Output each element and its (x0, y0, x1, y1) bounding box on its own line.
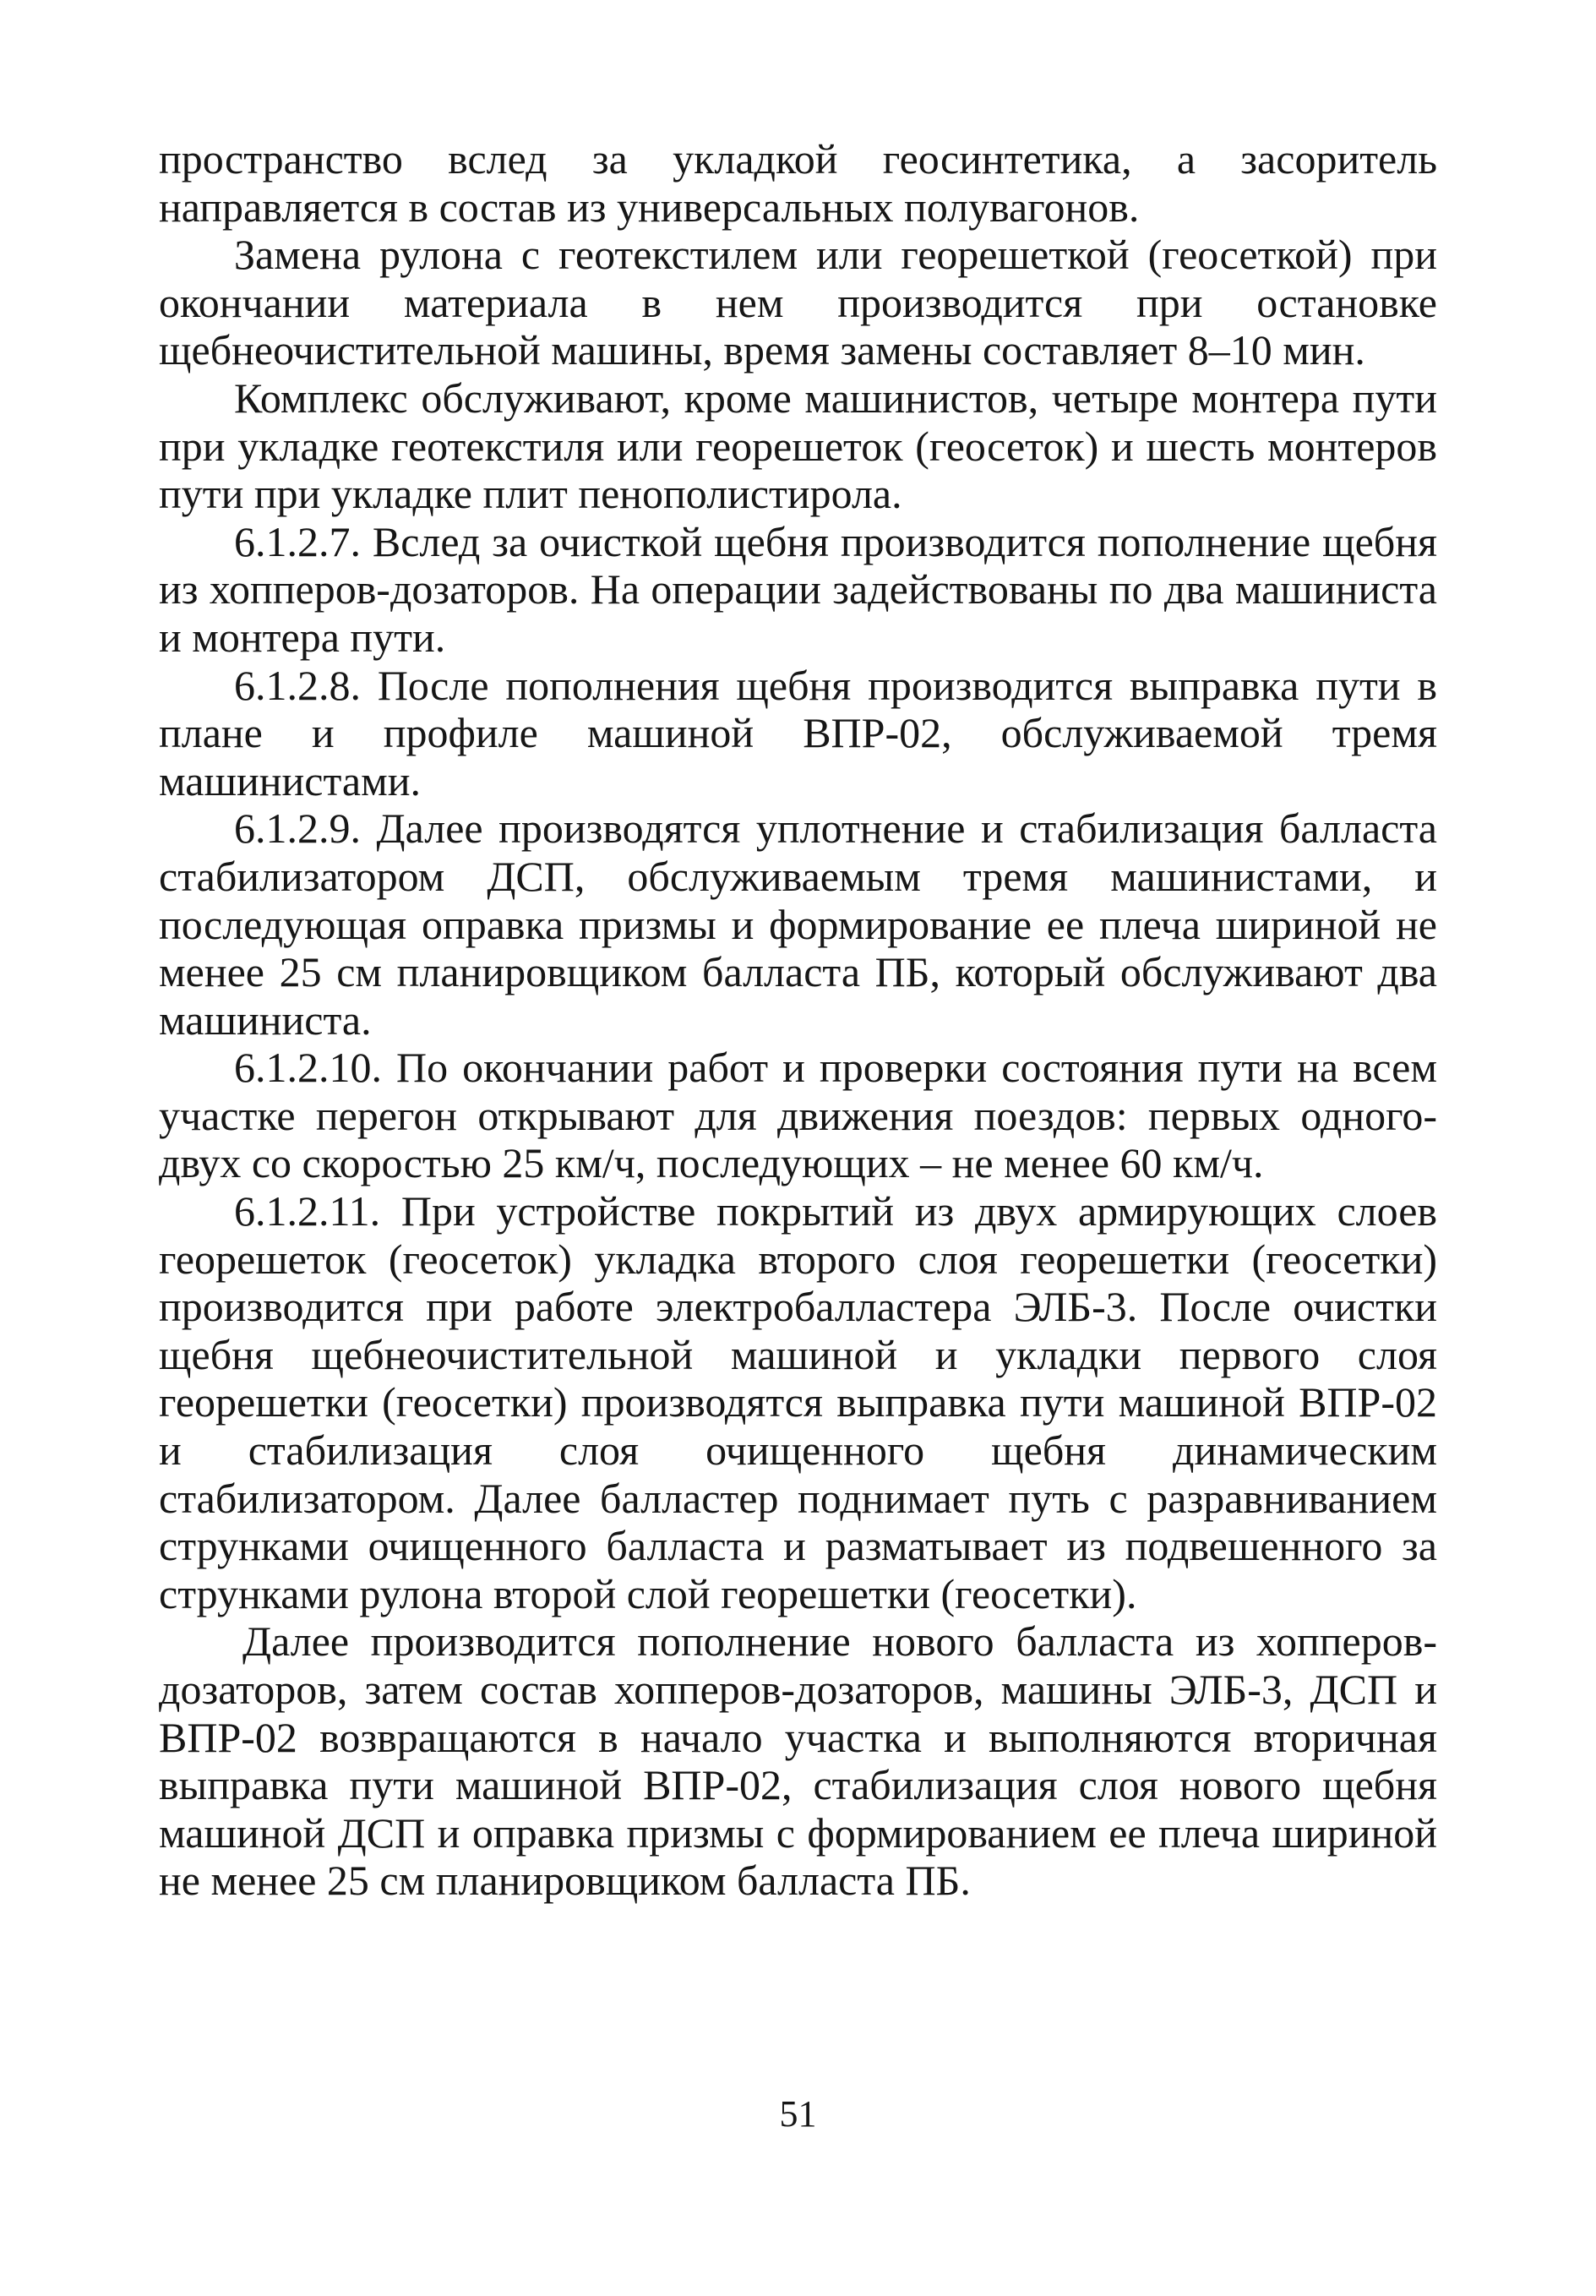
paragraph-6-1-2-10: 6.1.2.10. По окончании работ и проверки состояния пути на всем участке перегон открывают для движения поездов: первых одного-двух со скоростью 25 км/ч, последующих – не менее 60 км/ч. (159, 1044, 1437, 1187)
paragraph-final: Далее производится пополнение нового балласта из хопперов-дозаторов, затем состав хопперов-дозаторов, машины ЭЛБ-3, ДСП и ВПР-02 возвращаются в начало участка и выполняются вторичная выправка пути машиной ВПР-02, стабилизация слоя нового щебня машиной ДСП и оправка призмы с формированием ее плеча шириной не менее 25 см планировщиком балласта ПБ. (159, 1617, 1437, 1905)
paragraph-6-1-2-9: 6.1.2.9. Далее производятся уплотнение и стабилизация балласта стабилизатором ДСП, обслуживаемым тремя машинистами, и последующая оправка призмы и формирование ее плеча шириной не менее 25 см планировщиком балласта ПБ, который обслуживают два машиниста. (159, 804, 1437, 1044)
body-text (159, 135, 1437, 1905)
paragraph-6-1-2-7: 6.1.2.7. Вслед за очисткой щебня производится пополнение щебня из хопперов-дозаторов. На операции задействованы по два машиниста и монтера пути. (159, 517, 1437, 661)
paragraph-crew: Комплекс обслуживают, кроме машинистов, четыре монтера пути при укладке геотекстиля или георешеток (геосеток) и шесть монтеров пути при укладке плит пенополистирола. (159, 374, 1437, 518)
paragraph-6-1-2-8: 6.1.2.8. После пополнения щебня производится выправка пути в плане и профиле машиной ВПР-02, обслуживаемой тремя машинистами. (159, 661, 1437, 804)
paragraph-continuation: пространство вслед за укладкой геосинтетика, а засоритель направляется в состав из универсальных полувагонов. (159, 135, 1437, 231)
paragraph-6-1-2-11: 6.1.2.11. При устройстве покрытий из двух армирующих слоев георешеток (геосеток) укладка второго слоя георешетки (геосетки) производится при работе электробалластера ЭЛБ-3. После очистки щебня щебнеочистительной машиной и укладки первого слоя георешетки (геосетки) производятся выправка пути машиной ВПР-02 и стабилизация слоя очищенного щебня динамическим стабилизатором. Далее балластер поднимает путь с разравниванием струнками очищенного балласта и разматывает из подвешенного за струнками рулона второй слой георешетки (геосетки). (159, 1187, 1437, 1617)
paragraph-roll-replacement: Замена рулона с геотекстилем или георешеткой (геосеткой) при окончании материала в нем производится при остановке щебнеочистительной машины, время замены составляет 8–10 мин. (159, 231, 1437, 374)
page-number: 51 (779, 2093, 817, 2135)
